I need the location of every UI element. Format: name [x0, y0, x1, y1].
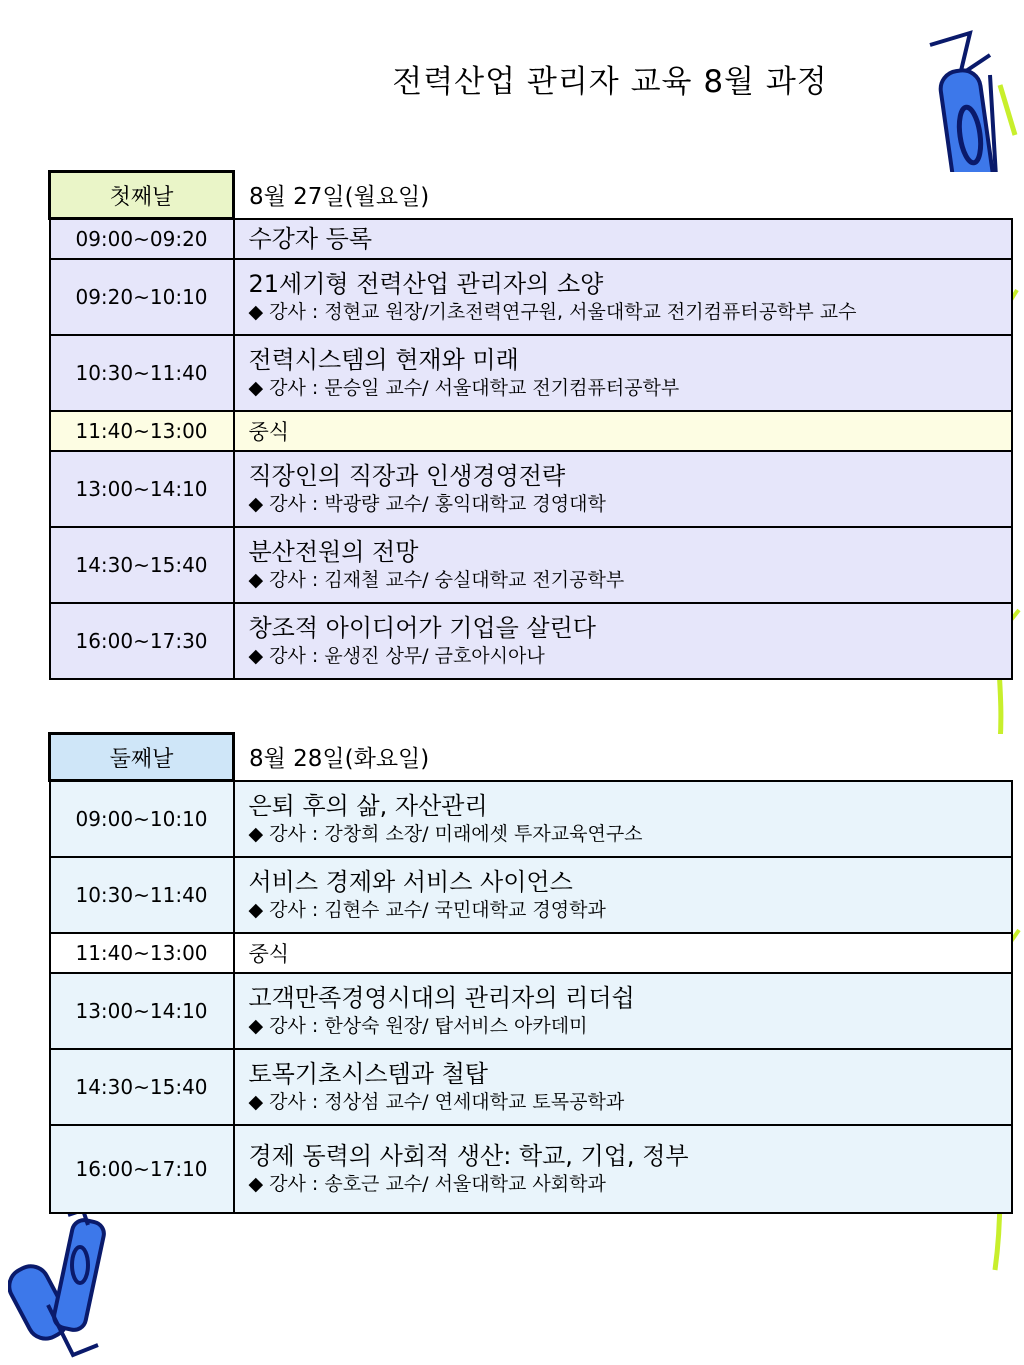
- time-cell: 10:30~11:40: [50, 335, 234, 411]
- day-header: [50, 734, 1013, 781]
- time-cell: 14:30~15:40: [50, 527, 234, 603]
- table-row: [50, 973, 1013, 1049]
- schedule-table-day1: [48, 170, 1013, 680]
- session-cell: 분산전원의 전망 ◆ 강사 : 김재철 교수/ 숭실대학교 전기공학부: [234, 527, 1013, 603]
- time-cell: 16:00~17:30: [50, 603, 234, 679]
- time-cell: 10:30~11:40: [50, 857, 234, 933]
- session-cell: 전력시스템의 현재와 미래 ◆ 강사 : 문승일 교수/ 서울대학교 전기컴퓨터공학부: [234, 335, 1013, 411]
- table-row: [50, 219, 1013, 260]
- time-cell: 11:40~13:00: [50, 933, 234, 973]
- table-row: [50, 1049, 1013, 1125]
- table-row: [50, 857, 1013, 933]
- day-header: [50, 172, 1013, 219]
- time-cell: 13:00~14:10: [50, 973, 234, 1049]
- schedule-table-day2: [48, 732, 1013, 1214]
- session-cell: 21세기형 전력산업 관리자의 소양 ◆ 강사 : 정현교 원장/기초전력연구원, 서울대학교 전기컴퓨터공학부 교수: [234, 259, 1013, 335]
- table-row: [50, 335, 1013, 411]
- session-cell: 창조적 아이디어가 기업을 살린다 ◆ 강사 : 윤생진 상무/ 금호아시아나: [234, 603, 1013, 679]
- time-cell: 11:40~13:00: [50, 411, 234, 451]
- time-cell: 09:00~09:20: [50, 219, 234, 260]
- day-label: 둘째날: [50, 734, 234, 781]
- time-cell: 16:00~17:10: [50, 1125, 234, 1213]
- session-cell: 은퇴 후의 삶, 자산관리 ◆ 강사 : 강창희 소장/ 미래에셋 투자교육연구소: [234, 781, 1013, 858]
- table-row: [50, 781, 1013, 858]
- table-row: [50, 259, 1013, 335]
- table-row: [50, 1125, 1013, 1213]
- session-cell: 토목기초시스템과 철탑 ◆ 강사 : 정상섬 교수/ 연세대학교 토목공학과: [234, 1049, 1013, 1125]
- session-cell: 수강자 등록: [234, 219, 1013, 260]
- time-cell: 14:30~15:40: [50, 1049, 234, 1125]
- table-row-lunch: [50, 933, 1013, 973]
- day-date: 8월 27일(월요일): [234, 172, 1013, 219]
- pen-cluster-icon-bottom: [8, 1205, 133, 1360]
- day-date: 8월 28일(화요일): [234, 734, 1013, 781]
- session-cell: 직장인의 직장과 인생경영전략 ◆ 강사 : 박광량 교수/ 홍익대학교 경영대학: [234, 451, 1013, 527]
- day-label: 첫째날: [50, 172, 234, 219]
- time-cell: 09:20~10:10: [50, 259, 234, 335]
- page-title: 전력산업 관리자 교육 8월 과정: [392, 64, 828, 100]
- session-cell: 고객만족경영시대의 관리자의 리더쉽 ◆ 강사 : 한상숙 원장/ 탑서비스 아카데미: [234, 973, 1013, 1049]
- session-cell: 중식: [234, 933, 1013, 973]
- table-row: [50, 527, 1013, 603]
- session-cell: 중식: [234, 411, 1013, 451]
- table-row: [50, 451, 1013, 527]
- table-row-lunch: [50, 411, 1013, 451]
- time-cell: 09:00~10:10: [50, 781, 234, 858]
- session-cell: 경제 동력의 사회적 생산: 학교, 기업, 정부 ◆ 강사 : 송호근 교수/ 서울대학교 사회학과: [234, 1125, 1013, 1213]
- session-cell: 서비스 경제와 서비스 사이언스 ◆ 강사 : 김현수 교수/ 국민대학교 경영학과: [234, 857, 1013, 933]
- table-row: [50, 603, 1013, 679]
- time-cell: 13:00~14:10: [50, 451, 234, 527]
